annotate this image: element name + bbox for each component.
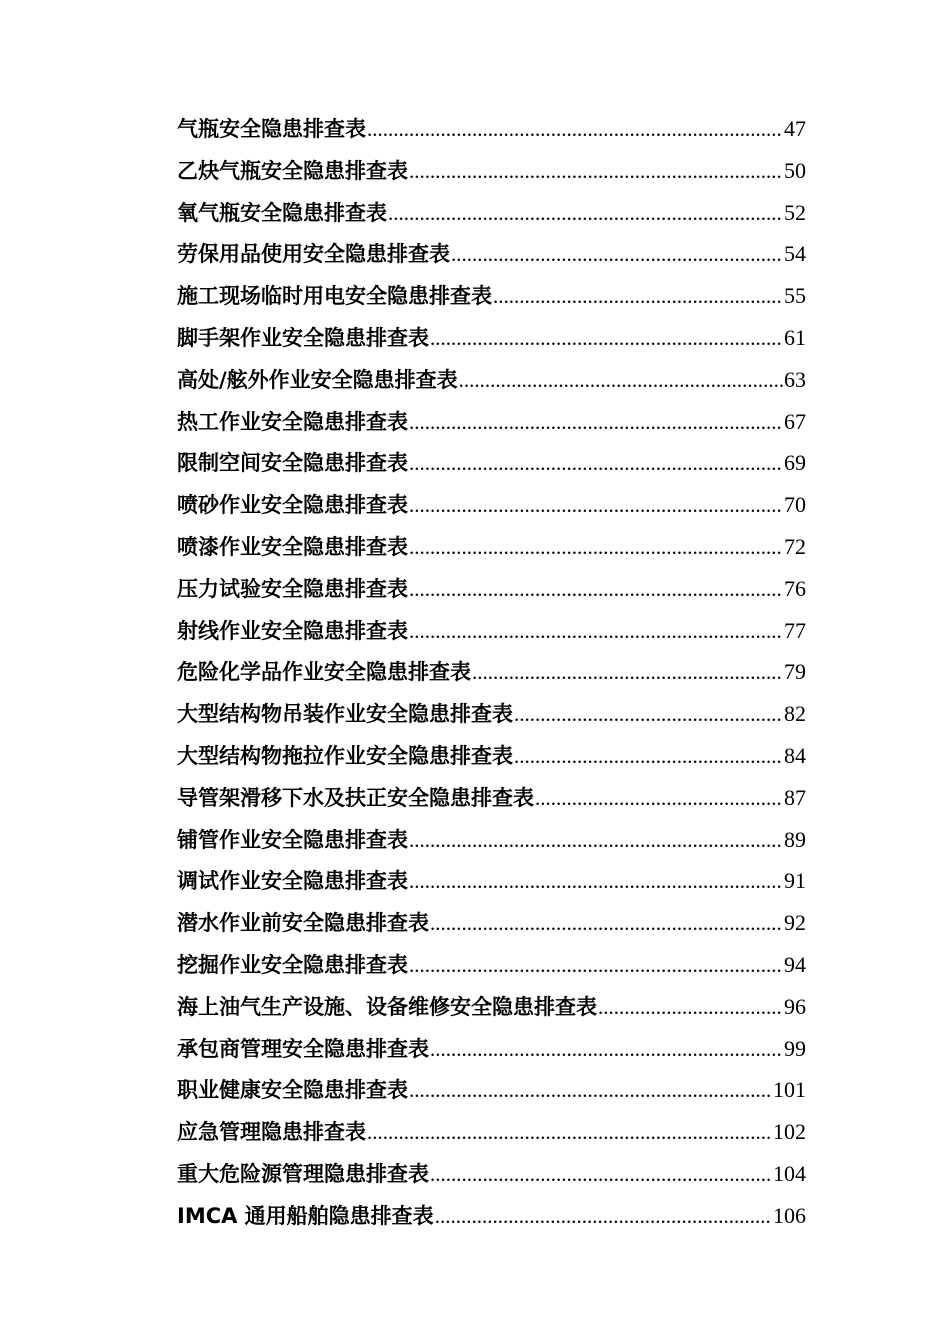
toc-entry-title: 重大危险源管理隐患排查表 <box>177 1161 429 1186</box>
toc-entry-title: 喷砂作业安全隐患排查表 <box>177 493 408 518</box>
toc-entry[interactable] <box>177 860 806 902</box>
toc-entry-title: 射线作业安全隐患排查表 <box>177 618 408 643</box>
toc-dot-leader <box>471 652 784 694</box>
toc-entry-page-number: 94 <box>784 951 806 977</box>
toc-entry-page-number: 55 <box>784 283 806 309</box>
toc-entry-page-number: 61 <box>784 324 806 350</box>
toc-entry-page-number: 63 <box>784 366 806 392</box>
toc-entry-title: 脚手架作业安全隐患排查表 <box>177 325 429 350</box>
toc-entry-page-number: 50 <box>784 157 806 183</box>
toc-entry-title: 大型结构物吊装作业安全隐患排查表 <box>177 702 513 727</box>
toc-entry-title: 铺管作业安全隐患排查表 <box>177 827 408 852</box>
toc-dot-leader <box>492 276 784 318</box>
toc-entry-page-number: 101 <box>773 1077 806 1103</box>
toc-dot-leader <box>534 778 784 820</box>
toc-entry-page-number: 70 <box>784 492 806 518</box>
toc-entry-page-number: 96 <box>784 993 806 1019</box>
toc-entry[interactable] <box>177 1069 806 1111</box>
toc-dot-leader <box>387 193 784 235</box>
toc-dot-leader <box>434 1196 773 1238</box>
toc-entry-page-number: 82 <box>784 701 806 727</box>
toc-entry[interactable] <box>177 651 806 693</box>
toc-entry-page-number: 87 <box>784 784 806 810</box>
toc-entry-title: IMCA 通用船舶隐患排查表 <box>177 1203 434 1228</box>
toc-dot-leader <box>458 360 784 402</box>
toc-entry[interactable] <box>177 192 806 234</box>
toc-entry[interactable] <box>177 401 806 443</box>
toc-entry-page-number: 106 <box>773 1202 806 1228</box>
toc-entry-title: 导管架滑移下水及扶正安全隐患排查表 <box>177 785 534 810</box>
toc-entry-page-number: 47 <box>784 116 806 141</box>
toc-dot-leader <box>408 1070 773 1112</box>
toc-dot-leader <box>513 736 784 778</box>
toc-dot-leader <box>366 1112 773 1154</box>
toc-entry-title: 高处/舷外作业安全隐患排查表 <box>177 367 458 392</box>
toc-dot-leader <box>408 443 784 485</box>
toc-entry[interactable] <box>177 317 806 359</box>
toc-entry-page-number: 76 <box>784 575 806 601</box>
toc-entry-page-number: 104 <box>773 1160 806 1186</box>
toc-entry-page-number: 99 <box>784 1035 806 1061</box>
toc-entry-title: 限制空间安全隐患排查表 <box>177 451 408 476</box>
toc-entry-title: 承包商管理安全隐患排查表 <box>177 1036 429 1061</box>
toc-dot-leader <box>429 318 784 360</box>
toc-dot-leader <box>408 945 784 987</box>
toc-entry[interactable] <box>177 1195 806 1237</box>
toc-dot-leader <box>366 109 784 151</box>
toc-entry-page-number: 102 <box>773 1119 806 1145</box>
toc-entry-page-number: 84 <box>784 742 806 768</box>
toc-entry-page-number: 52 <box>784 199 806 225</box>
toc-entry[interactable] <box>177 693 806 735</box>
toc-entry-title: 应急管理隐患排查表 <box>177 1120 366 1145</box>
toc-dot-leader <box>408 820 784 862</box>
toc-entry-page-number: 79 <box>784 659 806 685</box>
toc-dot-leader <box>429 903 784 945</box>
toc-dot-leader <box>408 527 784 569</box>
toc-entry-title: 危险化学品作业安全隐患排查表 <box>177 660 471 685</box>
toc-entry[interactable] <box>177 359 806 401</box>
table-of-contents <box>177 108 806 1237</box>
toc-dot-leader <box>513 694 784 736</box>
toc-dot-leader <box>597 987 784 1029</box>
toc-entry-page-number: 91 <box>784 868 806 894</box>
toc-dot-leader <box>408 861 784 903</box>
toc-entry-title: 热工作业安全隐患排查表 <box>177 409 408 434</box>
toc-entry-title: 压力试验安全隐患排查表 <box>177 576 408 601</box>
toc-entry-page-number: 54 <box>784 241 806 267</box>
toc-entry[interactable] <box>177 986 806 1028</box>
toc-entry-page-number: 89 <box>784 826 806 852</box>
toc-entry[interactable] <box>177 275 806 317</box>
toc-entry[interactable] <box>177 568 806 610</box>
toc-entry-page-number: 72 <box>784 533 806 559</box>
toc-dot-leader <box>429 1029 784 1071</box>
toc-entry[interactable] <box>177 108 806 150</box>
toc-dot-leader <box>450 234 784 276</box>
toc-entry-title: 海上油气生产设施、设备维修安全隐患排查表 <box>177 994 597 1019</box>
toc-entry[interactable] <box>177 819 806 861</box>
toc-entry-page-number: 69 <box>784 450 806 476</box>
toc-entry[interactable] <box>177 735 806 777</box>
toc-dot-leader <box>429 1154 773 1196</box>
toc-entry-title: 喷漆作业安全隐患排查表 <box>177 534 408 559</box>
toc-entry[interactable] <box>177 233 806 275</box>
toc-dot-leader <box>408 569 784 611</box>
toc-entry-title: 劳保用品使用安全隐患排查表 <box>177 242 450 267</box>
toc-entry[interactable] <box>177 526 806 568</box>
toc-entry[interactable] <box>177 442 806 484</box>
toc-entry-title: 职业健康安全隐患排查表 <box>177 1078 408 1103</box>
toc-entry-title: 气瓶安全隐患排查表 <box>177 117 366 141</box>
toc-entry[interactable] <box>177 610 806 652</box>
toc-entry[interactable] <box>177 150 806 192</box>
toc-dot-leader <box>408 485 784 527</box>
toc-dot-leader <box>408 611 784 653</box>
toc-entry[interactable] <box>177 484 806 526</box>
toc-entry[interactable] <box>177 777 806 819</box>
toc-entry-title: 挖掘作业安全隐患排查表 <box>177 952 408 977</box>
toc-entry-page-number: 77 <box>784 617 806 643</box>
toc-entry-page-number: 67 <box>784 408 806 434</box>
toc-dot-leader <box>408 151 784 193</box>
toc-dot-leader <box>408 402 784 444</box>
toc-entry-title: 施工现场临时用电安全隐患排查表 <box>177 284 492 309</box>
toc-entry-title: 调试作业安全隐患排查表 <box>177 869 408 894</box>
toc-entry[interactable] <box>177 1111 806 1153</box>
toc-entry-page-number: 92 <box>784 910 806 936</box>
toc-entry-title: 大型结构物拖拉作业安全隐患排查表 <box>177 743 513 768</box>
toc-entry[interactable] <box>177 1153 806 1195</box>
toc-entry[interactable] <box>177 902 806 944</box>
toc-entry[interactable] <box>177 1028 806 1070</box>
toc-entry-title: 潜水作业前安全隐患排查表 <box>177 911 429 936</box>
toc-entry-title: 氧气瓶安全隐患排查表 <box>177 200 387 225</box>
toc-entry[interactable] <box>177 944 806 986</box>
toc-entry-title: 乙炔气瓶安全隐患排查表 <box>177 158 408 183</box>
